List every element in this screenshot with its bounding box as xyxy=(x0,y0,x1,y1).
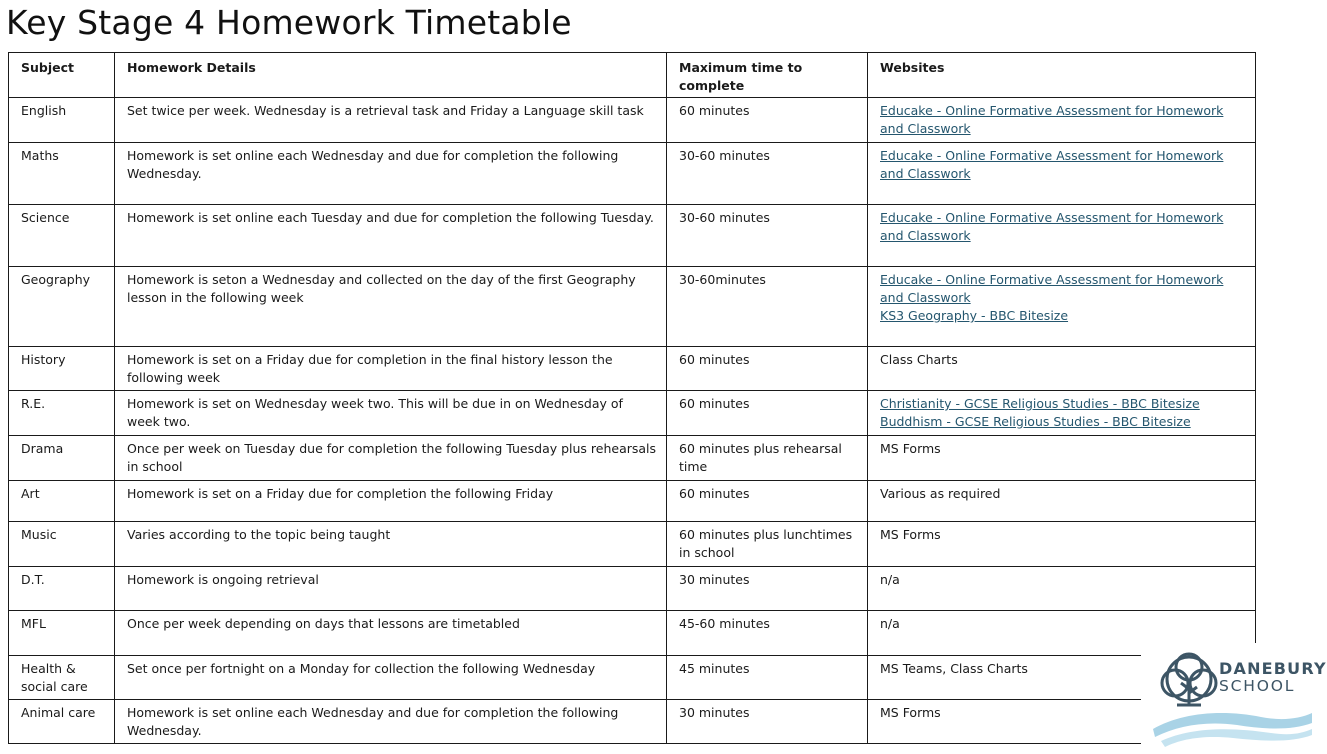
homework-details-cell: Once per week depending on days that lessons are timetabled xyxy=(115,611,667,656)
max-time-cell: 30 minutes xyxy=(667,567,868,611)
subject-cell: D.T. xyxy=(9,567,115,611)
subject-cell: Drama xyxy=(9,436,115,481)
logo-text-school: SCHOOL xyxy=(1219,677,1296,695)
max-time-cell: 30 minutes xyxy=(667,700,868,744)
page-title: Key Stage 4 Homework Timetable xyxy=(6,3,572,42)
danebury-school-logo xyxy=(1141,643,1327,754)
header-subject: Subject xyxy=(9,53,115,98)
table-row xyxy=(9,656,1256,700)
subject-cell: English xyxy=(9,98,115,143)
table-row xyxy=(9,700,1256,744)
homework-details-cell: Homework is set online each Wednesday and due for completion the following Wednesday. xyxy=(115,143,667,205)
website-link[interactable]: KS3 Geography - BBC Bitesize xyxy=(880,308,1069,323)
website-text: n/a xyxy=(880,572,900,587)
table-row xyxy=(9,143,1256,205)
websites-cell xyxy=(868,436,1256,481)
homework-details-cell: Varies according to the topic being taught xyxy=(115,522,667,567)
websites-cell xyxy=(868,567,1256,611)
table-row xyxy=(9,98,1256,143)
homework-details-cell: Homework is set online each Wednesday and due for completion the following Wednesday. xyxy=(115,700,667,744)
websites-cell xyxy=(868,522,1256,567)
website-link[interactable]: Educake - Online Formative Assessment for Homework and Classwork xyxy=(880,210,1224,243)
header-websites: Websites xyxy=(868,53,1256,98)
subject-cell: Health & social care xyxy=(9,656,115,700)
header-max-time: Maximum time to complete xyxy=(667,53,868,98)
subject-cell: Geography xyxy=(9,267,115,347)
website-link[interactable]: Educake - Online Formative Assessment for Homework and Classwork xyxy=(880,148,1224,181)
website-text: n/a xyxy=(880,616,900,631)
table-row xyxy=(9,481,1256,522)
max-time-cell: 30-60 minutes xyxy=(667,205,868,267)
homework-details-cell: Homework is set on a Friday due for completion the following Friday xyxy=(115,481,667,522)
max-time-cell: 60 minutes xyxy=(667,347,868,391)
websites-cell xyxy=(868,481,1256,522)
max-time-cell: 60 minutes xyxy=(667,481,868,522)
subject-cell: Animal care xyxy=(9,700,115,744)
max-time-cell: 45 minutes xyxy=(667,656,868,700)
website-text: MS Forms xyxy=(880,705,941,720)
website-link[interactable]: Educake - Online Formative Assessment for Homework and Classwork xyxy=(880,272,1224,305)
max-time-cell: 60 minutes plus lunchtimes in school xyxy=(667,522,868,567)
table-row xyxy=(9,567,1256,611)
table-row xyxy=(9,436,1256,481)
website-text: Class Charts xyxy=(880,352,958,367)
subject-cell: MFL xyxy=(9,611,115,656)
homework-timetable xyxy=(8,52,1256,744)
subject-cell: Art xyxy=(9,481,115,522)
website-text: MS Forms xyxy=(880,441,941,456)
homework-details-cell: Homework is ongoing retrieval xyxy=(115,567,667,611)
subject-cell: Maths xyxy=(9,143,115,205)
subject-cell: Music xyxy=(9,522,115,567)
homework-details-cell: Homework is set on Wednesday week two. This will be due in on Wednesday of week two. xyxy=(115,391,667,436)
max-time-cell: 60 minutes xyxy=(667,391,868,436)
websites-cell xyxy=(868,347,1256,391)
max-time-cell: 30-60 minutes xyxy=(667,143,868,205)
logo-text-danebury: DANEBURY xyxy=(1219,659,1327,678)
header-homework-details: Homework Details xyxy=(115,53,667,98)
homework-details-cell: Homework is seton a Wednesday and collected on the day of the first Geography lesson in the following week xyxy=(115,267,667,347)
subject-cell: Science xyxy=(9,205,115,267)
subject-cell: R.E. xyxy=(9,391,115,436)
website-text: MS Forms xyxy=(880,527,941,542)
table-row xyxy=(9,611,1256,656)
table-row xyxy=(9,205,1256,267)
max-time-cell: 45-60 minutes xyxy=(667,611,868,656)
max-time-cell: 30-60minutes xyxy=(667,267,868,347)
websites-cell xyxy=(868,143,1256,205)
website-text: Various as required xyxy=(880,486,1001,501)
websites-cell xyxy=(868,391,1256,436)
subject-cell: History xyxy=(9,347,115,391)
homework-details-cell: Set once per fortnight on a Monday for collection the following Wednesday xyxy=(115,656,667,700)
website-text: MS Teams, Class Charts xyxy=(880,661,1028,676)
websites-cell xyxy=(868,267,1256,347)
table-row xyxy=(9,347,1256,391)
homework-details-cell: Homework is set online each Tuesday and due for completion the following Tuesday. xyxy=(115,205,667,267)
homework-details-cell: Once per week on Tuesday due for completion the following Tuesday plus rehearsals in school xyxy=(115,436,667,481)
websites-cell xyxy=(868,205,1256,267)
homework-details-cell: Homework is set on a Friday due for completion in the final history lesson the following week xyxy=(115,347,667,391)
max-time-cell: 60 minutes plus rehearsal time xyxy=(667,436,868,481)
website-link[interactable]: Educake - Online Formative Assessment for Homework and Classwork xyxy=(880,103,1224,136)
website-link[interactable]: Christianity - GCSE Religious Studies - BBC Bitesize xyxy=(880,396,1200,411)
table-row xyxy=(9,391,1256,436)
table-row xyxy=(9,522,1256,567)
table-row xyxy=(9,267,1256,347)
table-header-row xyxy=(9,53,1256,98)
websites-cell xyxy=(868,98,1256,143)
max-time-cell: 60 minutes xyxy=(667,98,868,143)
website-link[interactable]: Buddhism - GCSE Religious Studies - BBC Bitesize xyxy=(880,414,1191,429)
homework-details-cell: Set twice per week. Wednesday is a retrieval task and Friday a Language skill task xyxy=(115,98,667,143)
